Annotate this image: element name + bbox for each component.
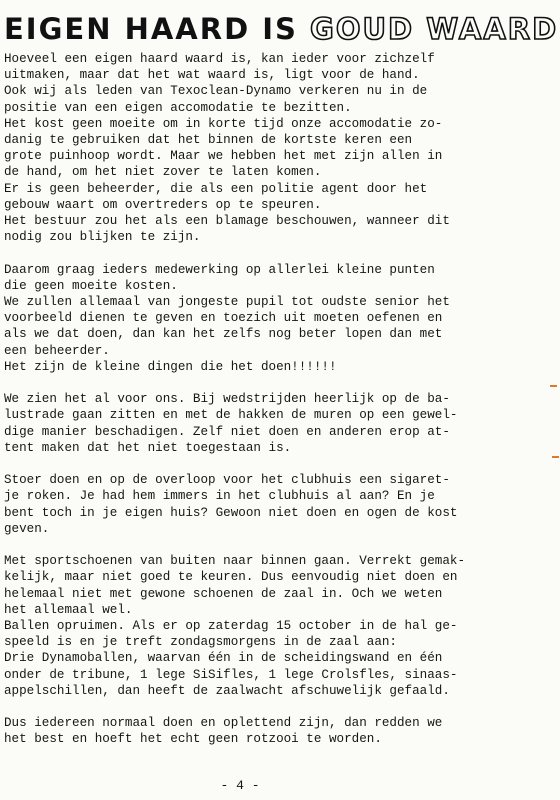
text-line: bent toch in je eigen huis? Gewoon niet doen en ogen de kost bbox=[4, 505, 458, 520]
text-line: appelschillen, dan heeft de zaalwacht afschuwelijk gefaald. bbox=[4, 683, 450, 698]
text-line: voorbeeld dienen te geven en toezich uit moeten oefenen en bbox=[4, 311, 443, 326]
text-line: Het bestuur zou het als een blamage beschouwen, wanneer dit bbox=[4, 214, 450, 229]
text-line: geven. bbox=[4, 521, 50, 536]
text-line: positie van een eigen accomodatie te bezitten. bbox=[4, 100, 352, 115]
text-line: het best en hoeft het echt geen rotzooi te worden. bbox=[4, 732, 382, 747]
text-line: tent maken dat het niet toegestaan is. bbox=[4, 440, 292, 455]
text-line: helemaal niet met gewone schoenen de zaal in. Och we weten bbox=[4, 586, 443, 601]
text-line: Met sportschoenen van buiten naar binnen gaan. Verrekt gemak- bbox=[4, 554, 466, 569]
text-line: We zien het al voor ons. Bij wedstrijden heerlijk op de ba- bbox=[4, 392, 450, 407]
text-line: als we dat doen, dan kan het zelfs nog beter lopen dan met bbox=[4, 327, 443, 342]
text-line: Stoer doen en op de overloop voor het clubhuis een sigaret- bbox=[4, 473, 450, 488]
paragraph-1 bbox=[4, 51, 550, 245]
title-prefix: EIGEN HAARD IS bbox=[4, 12, 311, 46]
text-line: nodig zou blijken te zijn. bbox=[4, 230, 201, 245]
text-line: Dus iedereen normaal doen en oplettend zijn, dan redden we bbox=[4, 716, 443, 731]
text-line: je roken. Je had hem immers in het clubhuis al aan? En je bbox=[4, 489, 435, 504]
document-body bbox=[4, 51, 550, 748]
text-line: lustrade gaan zitten en met de hakken de muren op een gewel- bbox=[4, 408, 458, 423]
page-title bbox=[4, 12, 559, 46]
margin-mark bbox=[550, 385, 557, 387]
text-line: het allemaal wel. bbox=[4, 602, 133, 617]
paragraph-spacer bbox=[4, 537, 550, 553]
text-line: Hoeveel een eigen haard waard is, kan ieder voor zichzelf bbox=[4, 52, 435, 66]
paragraph-spacer bbox=[4, 245, 550, 261]
text-line: Ballen opruimen. Als er op zaterdag 15 october in de hal ge- bbox=[4, 619, 458, 634]
text-line: kelijk, maar niet goed te keuren. Dus eenvoudig niet doen en bbox=[4, 570, 458, 585]
text-line: grote puinhoop wordt. Maar we hebben het met zijn allen in bbox=[4, 149, 443, 164]
text-line: Er is geen beheerder, die als een politie agent door het bbox=[4, 181, 428, 196]
paragraph-spacer bbox=[4, 699, 550, 715]
text-line: de hand, om het niet zover te laten komen. bbox=[4, 165, 322, 180]
paragraph-spacer bbox=[4, 375, 550, 391]
paragraph-3 bbox=[4, 391, 550, 456]
text-line: Het zijn de kleine dingen die het doen!!!!!! bbox=[4, 359, 337, 374]
text-line: Het kost geen moeite om in korte tijd onze accomodatie zo- bbox=[4, 116, 443, 131]
paragraph-6 bbox=[4, 715, 550, 747]
text-line: Ook wij als leden van Texoclean-Dynamo verkeren nu in de bbox=[4, 84, 428, 99]
paragraph-4 bbox=[4, 472, 550, 537]
text-line: We zullen allemaal van jongeste pupil tot oudste senior het bbox=[4, 295, 450, 310]
text-line: speeld is en je treft zondagsmorgens in de zaal aan: bbox=[4, 635, 397, 650]
title-outlined: GOUD WAARD bbox=[310, 12, 559, 46]
text-line: onder de tribune, 1 lege SiSifles, 1 lege Crolsfles, sinaas- bbox=[4, 667, 458, 682]
paragraph-spacer bbox=[4, 456, 550, 472]
text-line: dige manier beschadigen. Zelf niet doen en anderen erop at- bbox=[4, 424, 450, 439]
text-line: danig te gebruiken dat het binnen de kortste keren een bbox=[4, 133, 413, 148]
text-line: die geen moeite kosten. bbox=[4, 278, 178, 293]
text-line: een beheerder. bbox=[4, 343, 110, 358]
paragraph-5 bbox=[4, 553, 550, 699]
text-line: gebouw waart om overtreders op te speuren. bbox=[4, 197, 322, 212]
text-line: Daarom graag ieders medewerking op allerlei kleine punten bbox=[4, 262, 435, 277]
margin-mark bbox=[552, 456, 559, 458]
page-number: - 4 - bbox=[220, 778, 260, 793]
text-line: Drie Dynamoballen, waarvan één in de scheidingswand en één bbox=[4, 651, 443, 666]
paragraph-2 bbox=[4, 262, 550, 375]
text-line: uitmaken, maar dat het wat waard is, ligt voor de hand. bbox=[4, 68, 420, 83]
